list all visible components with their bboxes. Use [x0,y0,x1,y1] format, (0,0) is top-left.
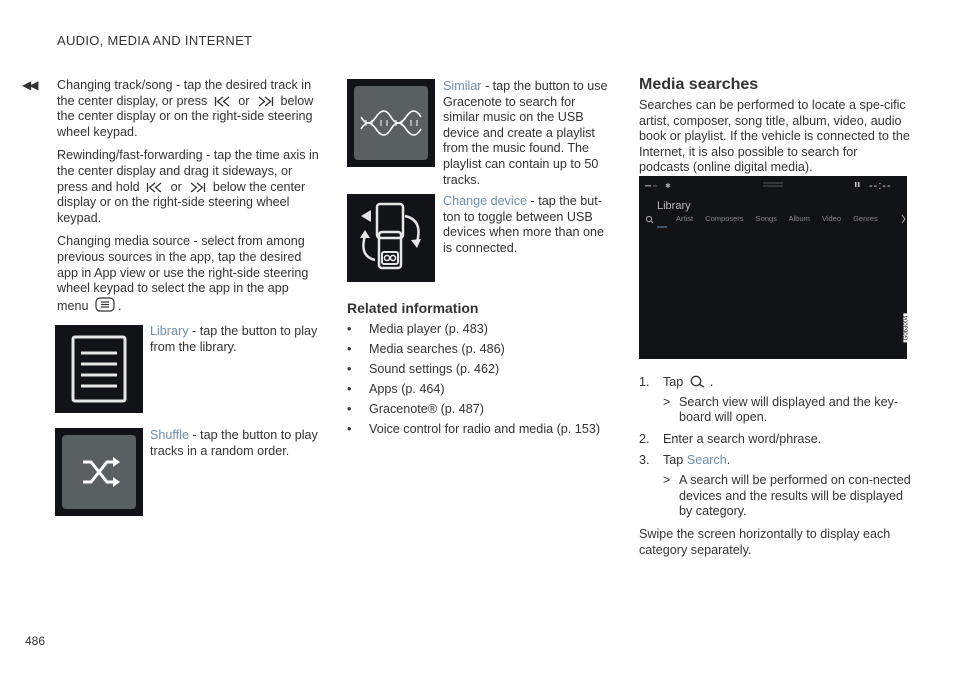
column-1-text [57,78,319,322]
swipe-instruction: Swipe the screen horizontally to display each category separately. [639,527,891,557]
media-searches-title: Media searches [639,76,759,93]
related-information [347,300,617,442]
change-device-label: Change device [443,194,528,208]
step-1-result: > Search view will displayed and the key-board will open. [663,394,899,425]
screen-tab-album[interactable]: Album [788,214,810,223]
search-steps [639,375,914,526]
section-header: AUDIO, MEDIA AND INTERNET [57,33,253,48]
screen-time: --:-- [869,180,892,192]
screen-tab-video[interactable]: Video [821,214,841,223]
step-1: 1. Tap . > Search view will displayed and the key-board will open. [639,375,914,426]
previous-track-icon [214,96,232,107]
step-2: 2. Enter a search word/phrase. [639,431,822,446]
similar-description: Similar - tap the button to use Gracenote to search for similar music on the USB device and create a playlist from the music found. The playlist can contain up to 50 tracks. [443,79,608,187]
page-number: 486 [25,634,46,648]
screen-library-title: Library [657,200,691,212]
paragraph-rewinding: Rewinding/fast-forwarding - tap the time axis in the center display and drag it sideways, or press and hold or below the center display or on the right-side steering wheel keypad. [57,148,319,225]
related-link-gracenote[interactable]: • Gracenote® (p. 487) [347,402,617,417]
shuffle-button-image [55,428,143,516]
paragraph-changing-track: Changing track/song - tap the desired track in the center display, or press or below the center display or on the right-side steering wheel keypad. [57,78,314,139]
paragraph-media-source: Changing media source - select from among previous sources in the app, tap the desired app in App view or use the right-side steering wheel keypad to select the app in the app menu . [57,234,309,313]
screen-tab-artist[interactable]: Artist [676,214,694,223]
image-code: G063004 [903,315,910,341]
library-screen-image [639,176,910,359]
library-label: Library [150,324,189,338]
screen-tab-bar [676,214,878,223]
svg-text:✱: ✱ [665,182,671,190]
back-arrows-icon[interactable]: ◀◀ [22,78,37,92]
related-link-apps[interactable]: • Apps (p. 464) [347,382,617,397]
previous-track-icon [146,182,164,193]
dna-similar-icon [347,79,435,167]
related-link-sound-settings[interactable]: • Sound settings (p. 462) [347,362,617,377]
related-link-media-player[interactable]: • Media player (p. 483) [347,322,617,337]
library-description: Library - tap the button to play from the library. [150,324,318,354]
screen-tab-genres[interactable]: Genres [853,214,878,223]
library-button-image [55,325,143,413]
media-searches-intro: Searches can be performed to locate a spe-cific artist, composer, song title, album, video, audio book or playlist. If the vehicle is connected to the Internet, it is also possible to search for podcasts (online digital media). [639,98,910,175]
step-3: 3. Tap Search. > A search will be performed on con-nected devices and the results will be displayed by category. [639,453,914,519]
media-searches-section [639,76,911,176]
search-button-label: Search [686,453,727,468]
next-track-icon [256,96,274,107]
similar-label: Similar [443,79,482,93]
shuffle-label: Shuffle [150,428,189,442]
app-menu-icon [95,297,115,312]
library-icon [55,325,143,413]
screen-tab-songs[interactable]: Songs [755,214,777,223]
next-track-icon [188,182,206,193]
change-usb-device-icon [347,194,435,282]
step-3-result: > A search will be performed on con-nected devices and the results will be displayed by category. [663,472,911,519]
related-link-media-searches[interactable]: • Media searches (p. 486) [347,342,617,357]
shuffle-description: Shuffle - tap the button to play tracks in a random order. [150,428,318,458]
screen-tab-composers[interactable]: Composers [705,214,744,223]
similar-button-image [347,79,435,167]
search-icon [690,375,707,388]
related-information-title: Related information [347,300,479,316]
change-device-button-image [347,194,435,282]
change-device-description: Change device - tap the but-ton to toggle between USB devices when more than one is connected. [443,194,605,255]
shuffle-icon [55,428,143,516]
related-link-voice-control[interactable]: • Voice control for radio and media (p. 153) [347,422,617,437]
